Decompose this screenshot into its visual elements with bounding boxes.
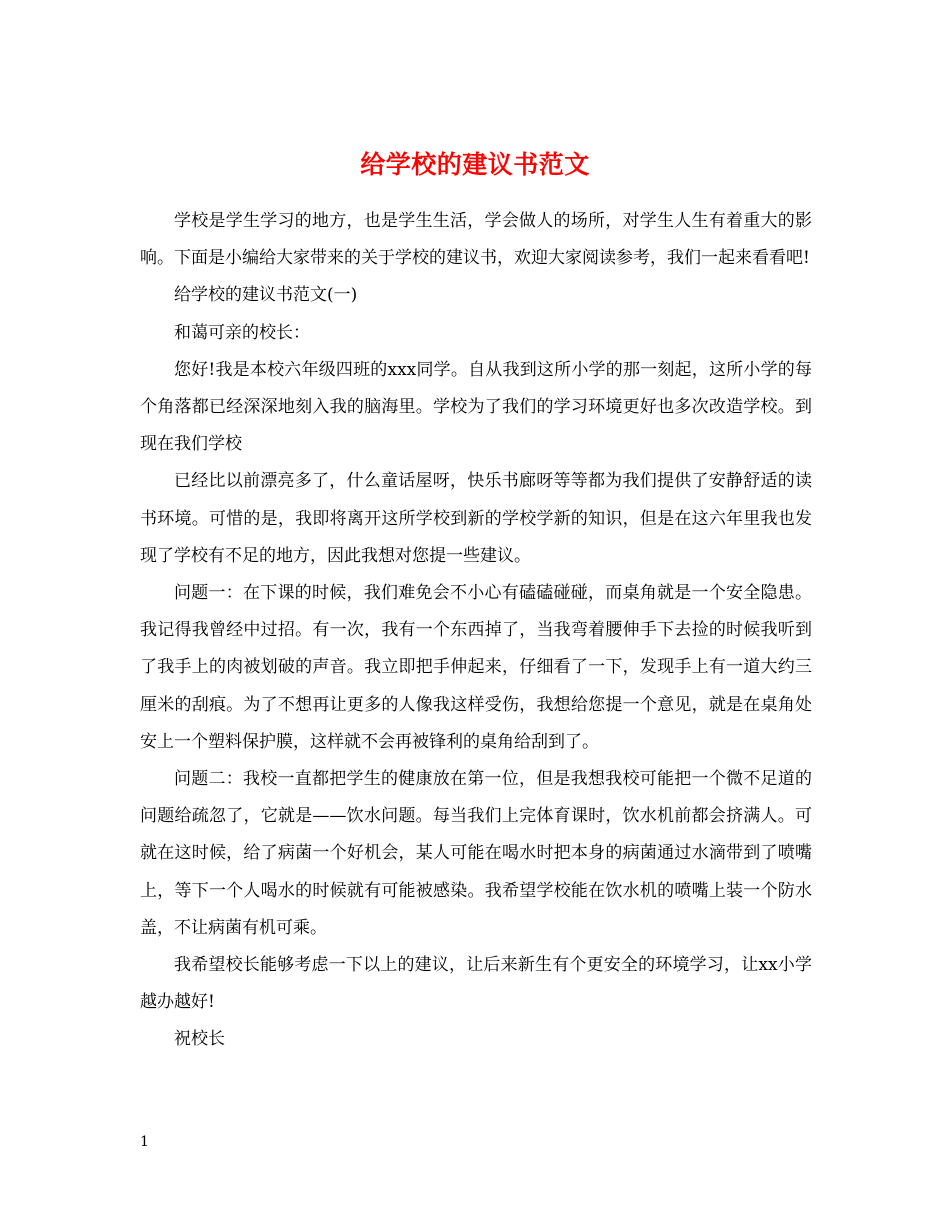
paragraph-continuation: 已经比以前漂亮多了，什么童话屋呀，快乐书廊呀等等都为我们提供了安静舒适的读书环境。可惜的是，我即将离开这所学校到新的学校学新的知识，但是在这六年里我也发现了学校有不足的地方，因此我想对您提一些建议。 (140, 471, 812, 566)
paragraph-heading: 给学校的建议书范文(一) (174, 285, 358, 306)
document-title: 给学校的建议书范文 (360, 149, 590, 179)
paragraph-problem-one: 问题一：在下课的时候，我们难免会不小心有磕磕碰碰，而桌角就是一个安全隐患。我记得我曾经中过招。有一次，我有一个东西掉了，当我弯着腰伸手下去捡的时候我听到了我手上的肉被划破的声音。我立即把手伸起来，仔细看了一下，发现手上有一道大约三厘米的刮痕。为了不想再让更多的人像我这样受伤，我想给您提一个意见，就是在桌角处安上一个塑料保护膜，这样就不会再被锋利的桌角给刮到了。 (140, 583, 812, 752)
document-body (140, 203, 812, 1059)
paragraph-intro: 学校是学生学习的地方，也是学生生活，学会做人的场所，对学生人生有着重大的影响。下面是小编给大家带来的关于学校的建议书，欢迎大家阅读参考，我们一起来看看吧! (140, 211, 812, 269)
page-number: 1 (140, 1134, 149, 1150)
paragraph-problem-two: 问题二：我校一直都把学生的健康放在第一位，但是我想我校可能把一个微不足道的问题给疏忽了，它就是——饮水问题。每当我们上完体育课时，饮水机前都会挤满人。可就在这时候，给了病菌一个好机会，某人可能在喝水时把本身的病菌通过水滴带到了喷嘴上，等下一个人喝水的时候就有可能被感染。我希望学校能在饮水机的喷嘴上装一个防水盖，不让病菌有机可乘。 (140, 769, 812, 938)
paragraph-closing: 祝校长 (174, 1029, 225, 1050)
paragraph-salutation: 和蔼可亲的校长： (174, 322, 310, 343)
paragraph-conclusion: 我希望校长能够考虑一下以上的建议，让后来新生有个更安全的环境学习，让xx小学越办越好! (140, 955, 812, 1013)
paragraph-greeting: 您好!我是本校六年级四班的xxx同学。自从我到这所小学的那一刻起，这所小学的每个角落都已经深深地刻入我的脑海里。学校为了我们的学习环境更好也多次改造学校。到现在我们学校 (140, 359, 812, 455)
